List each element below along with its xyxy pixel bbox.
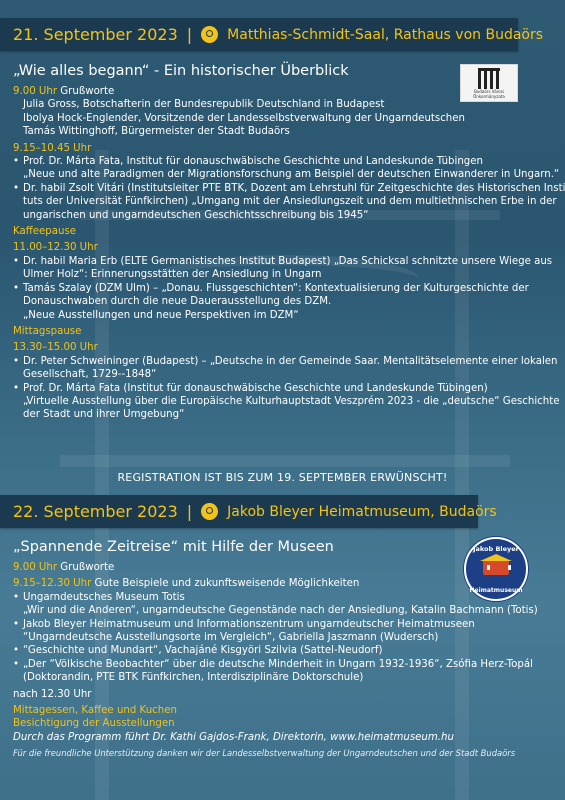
program-item-detail: der Stadt und ihrer Umgebung“ bbox=[23, 409, 185, 421]
program-item-detail: „Virtuelle Ausstellung über die Europäische Kulturhauptstadt Veszprém 2023 - die „deutsche“ Geschichte bbox=[23, 395, 560, 407]
tour-label: Besichtigung der Ausstellungen bbox=[13, 718, 175, 730]
program-item-detail: Gesellschaft, 1729--1848“ bbox=[23, 369, 157, 381]
speaker-line: Julia Gross, Botschafterin der Bundesrepublik Deutschland in Budapest bbox=[23, 99, 385, 111]
header-separator: | bbox=[186, 502, 193, 521]
program-item: • Dr. habil Zsolt Vitári (Institutsleiter PTE BTK, Dozent am Lehrstuhl für Zeitgeschichte des Historischen Insti bbox=[13, 182, 545, 195]
day1-venue: Matthias-Schmidt-Saal, Rathaus von Budaörs bbox=[227, 26, 544, 43]
program-item: • Dr. Peter Schweininger (Budapest) – „Deutsche in der Gemeinde Saar. Mentalitätselemente einer lokalen bbox=[13, 355, 545, 368]
program-item-detail: „Wir und die Anderen“, ungarndeutsche Gegenstände nach der Ansiedlung, Katalin Bachmann (Totis) bbox=[23, 605, 538, 617]
day1-program bbox=[13, 62, 565, 422]
program-item-detail: tuts der Universität Fünfkirchen) „Umgang mit der Ansiedlungszeit und dem multiethnischen Erbe in der bbox=[23, 196, 557, 208]
program-item-detail: „Neue Ausstellungen und neue Perspektiven im DZM“ bbox=[23, 309, 299, 321]
session-time: 11.00–12.30 Uhr bbox=[13, 242, 98, 254]
program-item: • “Geschichte und Mundart“, Vachajáné Kisgyöri Szilvia (Sattel-Neudorf) bbox=[13, 644, 545, 657]
program-item: • Tamás Szalay (DZM Ulm) – „Donau. Flussgeschichten“: Kontextualisierung der Kulturgeschichte der bbox=[13, 282, 545, 295]
session-time: 9.00 Uhr bbox=[13, 562, 58, 573]
moderator-note: Durch das Programm führt Dr. Kathi Gajdos-Frank, Direktorin, www.heimatmuseum.hu bbox=[13, 731, 454, 743]
day2-venue: Jakob Bleyer Heimatmuseum, Budaörs bbox=[227, 503, 497, 520]
session-time: 9.00 Uhr bbox=[13, 86, 58, 97]
program-item: • „Der “Völkische Beobachter“ über die deutsche Minderheit in Ungarn 1932-1936“, Zsófia Herz-Topál bbox=[13, 658, 545, 671]
session-label: Grußworte bbox=[60, 562, 115, 573]
header-separator: | bbox=[186, 25, 193, 44]
museum-logo-bottom-text: Heimatmuseum bbox=[469, 587, 523, 594]
program-item-detail: Donauschwaben durch die neue Dauerausstellung des DZM. bbox=[23, 296, 332, 308]
day1-header bbox=[0, 18, 544, 51]
speaker-line: Ibolya Hock-Englender, Vorsitzende der Landesselbstverwaltung der Ungarndeutschen bbox=[23, 112, 465, 124]
budaors-logo-caption: Budaörs Városi Önkormányzata bbox=[473, 89, 505, 99]
registration-notice: REGISTRATION IST BIS ZUM 19. SEPTEMBER ERWÜNSCHT! bbox=[117, 471, 448, 484]
lunch-label: Mittagessen, Kaffee und Kuchen bbox=[13, 705, 177, 717]
day2-header bbox=[0, 495, 497, 528]
day1-session1-heading bbox=[13, 85, 545, 98]
day1-date: 21. September 2023 bbox=[13, 25, 178, 44]
after-time: nach 12.30 Uhr bbox=[13, 688, 92, 700]
day2-date: 22. September 2023 bbox=[13, 502, 178, 521]
program-item-detail: “Ungarndeutsche Ausstellungsorte im Vergleich“, Gabriella Jaszmann (Wudersch) bbox=[23, 632, 439, 644]
day2-program bbox=[13, 538, 545, 761]
program-item-detail: „Neue und alte Paradigmen der Migrationsforschung am Beispiel der deutschen Einwanderer in Ungarn.“ bbox=[23, 169, 560, 181]
program-item: • Ungarndeutsches Museum Totis bbox=[13, 591, 545, 604]
program-item: • Prof. Dr. Márta Fata, Institut für donauschwäbische Geschichte und Landeskunde Tübingen bbox=[13, 155, 545, 168]
program-item: • Dr. habil Maria Erb (ELTE Germanistisches Institut Budapest) „Das Schicksal schnitzte unsere Wiege aus bbox=[13, 255, 545, 268]
location-pin-icon bbox=[201, 503, 218, 520]
session-time: 9.15–12.30 Uhr bbox=[13, 578, 92, 590]
session-label: Gute Beispiele und zukunftsweisende Möglichkeiten bbox=[94, 578, 360, 590]
speaker-line: Tamás Wittinghoff, Bürgermeister der Stadt Budaörs bbox=[23, 126, 290, 138]
break-label: Mittagspause bbox=[13, 325, 82, 337]
break-label: Kaffeepause bbox=[13, 226, 77, 238]
program-item-detail: ungarischen und ungarndeutschen Geschichtsschreibung bis 1945“ bbox=[23, 209, 369, 221]
day2-title: „Spannende Zeitreise“ mit Hilfe der Museen bbox=[13, 539, 334, 555]
session-label: Grußworte bbox=[60, 86, 115, 97]
program-item: • Prof. Dr. Márta Fata (Institut für donauschwäbische Geschichte und Landeskunde Tübingen) bbox=[13, 382, 545, 395]
session-time: 9.15–10.45 Uhr bbox=[13, 142, 92, 154]
acknowledgement: Für die freundliche Unterstützung danken wir der Landesselbstverwaltung der Ungarndeutschen und der Stadt Budaörs bbox=[13, 748, 516, 759]
day1-title: „Wie alles begann“ - Ein historischer Überblick bbox=[13, 63, 349, 79]
session-time: 13.30–15.00 Uhr bbox=[13, 342, 98, 354]
program-item-detail: (Doktorandin, PTE BTK Fünfkirchen, Interdisziplinäre Doktorschule) bbox=[23, 672, 364, 684]
location-pin-icon bbox=[201, 26, 218, 43]
day2-session2-heading bbox=[13, 577, 545, 590]
program-item: • Jakob Bleyer Heimatmuseum und Informationszentrum ungarndeutscher Heimatmuseen bbox=[13, 618, 545, 631]
museum-logo-top-text: Jakob Bleyer bbox=[473, 545, 519, 553]
program-item-detail: Ulmer Holz“: Erinnerungsstätten der Ansiedlung in Ungarn bbox=[23, 269, 322, 281]
day2-session1-heading bbox=[13, 561, 545, 574]
